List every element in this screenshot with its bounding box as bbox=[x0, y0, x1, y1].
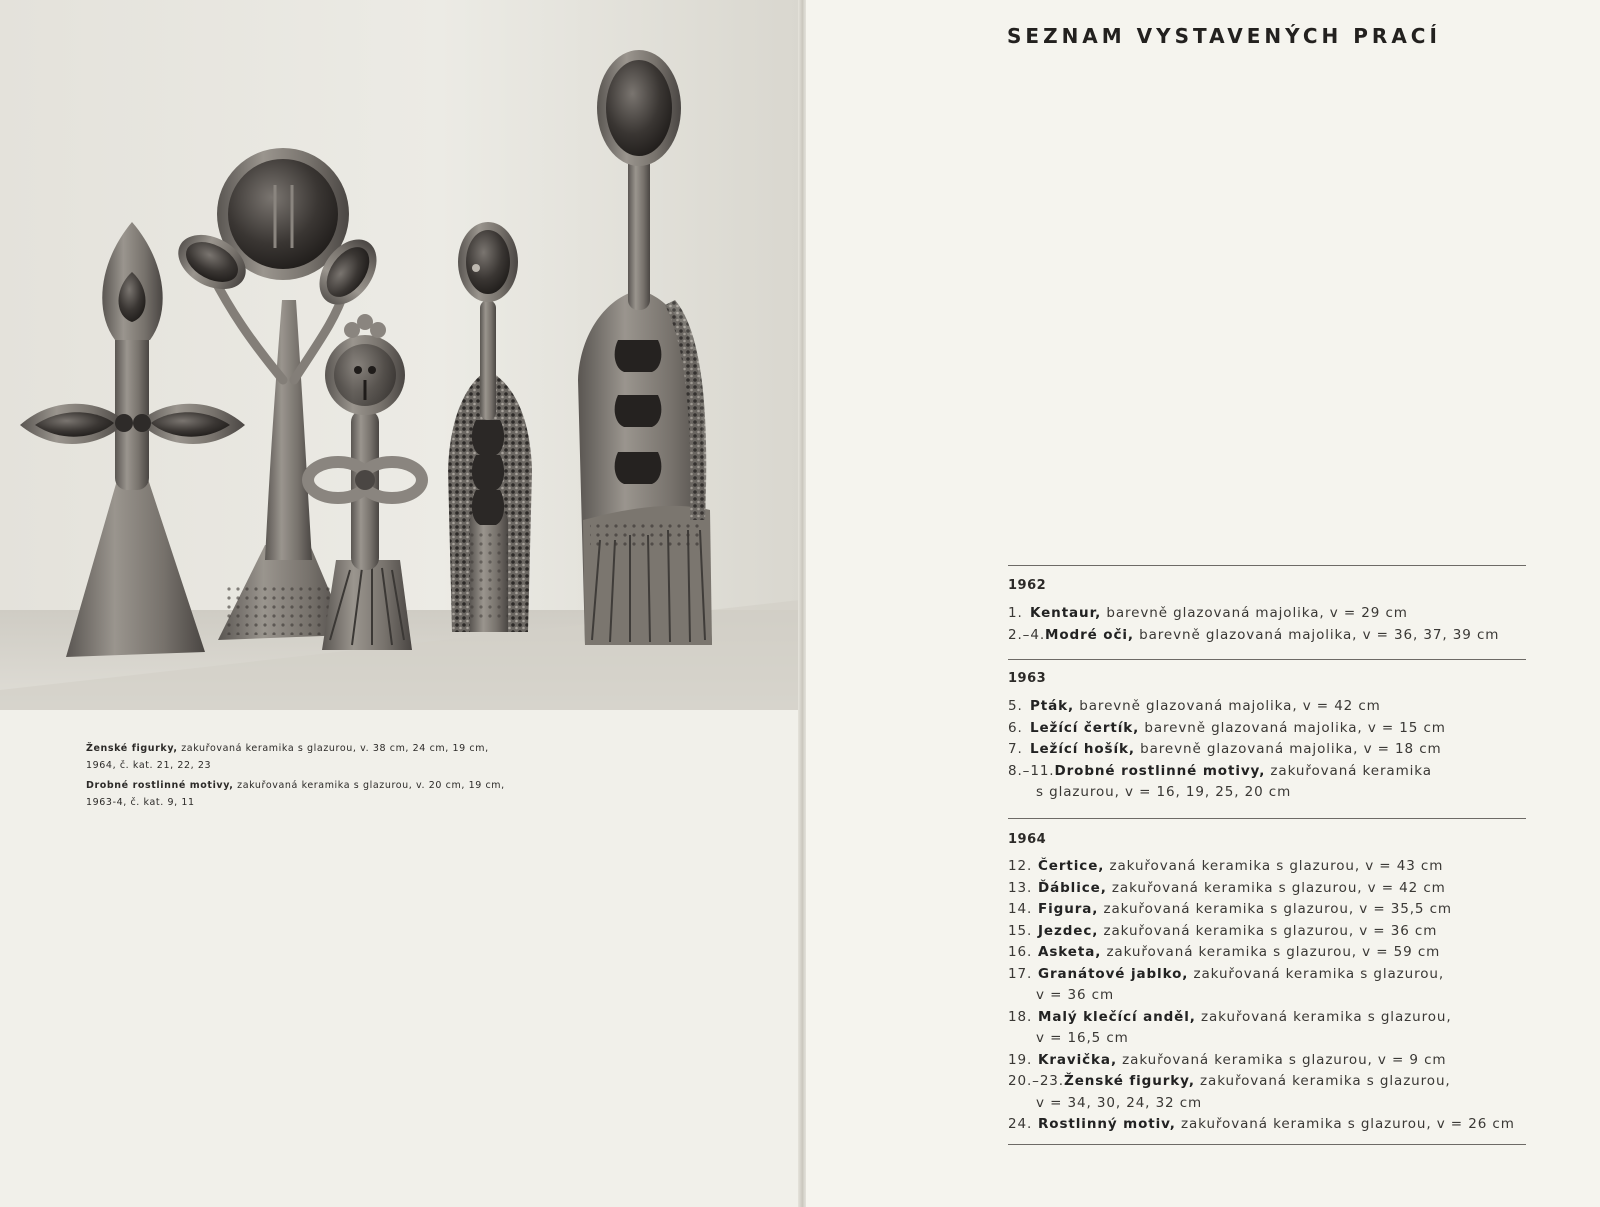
photo-illustration bbox=[0, 0, 800, 710]
caption-line: Ženské figurky, zakuřovaná keramika s glazurou, v. 38 cm, 24 cm, 19 cm, 1964, č. kat. 21, 22, 23 bbox=[86, 743, 489, 771]
catalog-entry: 2.–4. Modré oči, barevně glazovaná majolika, v = 36, 37, 39 cm bbox=[1008, 626, 1500, 643]
page-title: SEZNAM VYSTAVENÝCH PRACÍ bbox=[1007, 24, 1441, 48]
catalog-entry: 20.–23. Ženské figurky, zakuřovaná keramika s glazurou, bbox=[1008, 1073, 1451, 1089]
sculpture-photograph bbox=[0, 0, 800, 710]
catalog-entry: 19. Kravička, zakuřovaná keramika s glazurou, v = 9 cm bbox=[1008, 1051, 1447, 1068]
section-divider bbox=[1008, 565, 1526, 566]
year-heading-1962: 1962 bbox=[1008, 578, 1047, 593]
catalog-entry: 15. Jezdec, zakuřovaná keramika s glazurou, v = 36 cm bbox=[1008, 922, 1438, 939]
catalog-entry: 8.–11. Drobné rostlinné motivy, zakuřovaná keramika bbox=[1008, 762, 1432, 779]
catalog-entry: 1. Kentaur, barevně glazovaná majolika, v = 29 cm bbox=[1008, 605, 1408, 621]
entry-list-1964 bbox=[1008, 856, 1528, 1136]
year-heading-1963: 1963 bbox=[1008, 671, 1047, 686]
catalog-entry-continuation: s glazurou, v = 16, 19, 25, 20 cm bbox=[1036, 784, 1292, 800]
section-divider bbox=[1008, 659, 1526, 660]
catalog-entry: 7. Ležící hošík, barevně glazovaná majolika, v = 18 cm bbox=[1008, 741, 1442, 757]
caption-line: Drobné rostlinné motivy, zakuřovaná keramika s glazurou, v. 20 cm, 19 cm, 1963-4, č. kat. 9, 11 bbox=[86, 780, 505, 808]
photo-caption bbox=[86, 740, 506, 814]
catalog-entry: 14. Figura, zakuřovaná keramika s glazurou, v = 35,5 cm bbox=[1008, 901, 1452, 917]
catalog-entry: 5. Pták, barevně glazovaná majolika, v = 42 cm bbox=[1008, 698, 1381, 714]
catalog-entry: 12. Čertice, zakuřovaná keramika s glazurou, v = 43 cm bbox=[1008, 858, 1444, 874]
catalog-entry: 24. Rostlinný motiv, zakuřovaná keramika s glazurou, v = 26 cm bbox=[1008, 1116, 1515, 1132]
catalog-entry: 16. Asketa, zakuřovaná keramika s glazurou, v = 59 cm bbox=[1008, 944, 1441, 960]
catalog-entry-continuation: v = 16,5 cm bbox=[1036, 1030, 1129, 1046]
section-divider bbox=[1008, 1144, 1526, 1145]
catalog-entry: 6. Ležící čertík, barevně glazovaná majolika, v = 15 cm bbox=[1008, 719, 1446, 736]
catalog-entry: 18. Malý klečící anděl, zakuřovaná keramika s glazurou, bbox=[1008, 1008, 1452, 1025]
catalog-entry-continuation: v = 34, 30, 24, 32 cm bbox=[1036, 1094, 1203, 1111]
section-divider bbox=[1008, 818, 1526, 819]
entry-list-1963 bbox=[1008, 696, 1528, 804]
catalog-entry-continuation: v = 36 cm bbox=[1036, 987, 1115, 1003]
catalog-entry: 17. Granátové jablko, zakuřovaná keramika s glazurou, bbox=[1008, 965, 1445, 982]
catalog-entry: 13. Ďáblice, zakuřovaná keramika s glazurou, v = 42 cm bbox=[1008, 879, 1446, 896]
entry-list-1962 bbox=[1008, 603, 1528, 646]
year-heading-1964: 1964 bbox=[1008, 832, 1047, 847]
